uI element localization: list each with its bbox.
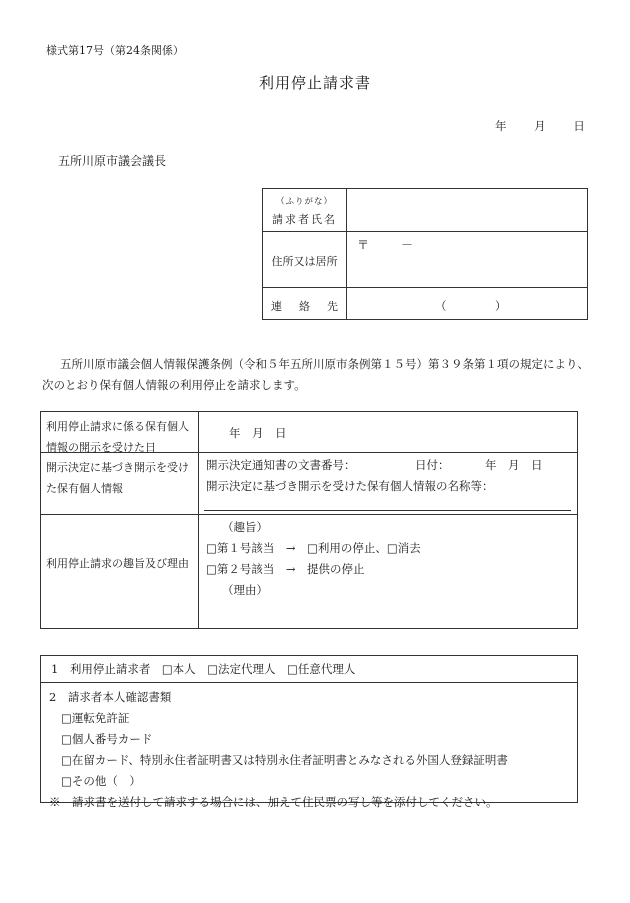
id-docs-heading: 2 請求者本人確認書類 [49,690,172,704]
id-doc-residence-card: □在留カード、特別永住者証明書又は特別永住者証明書とみなされる外国人登録証明書 [61,753,508,767]
date-month-label: 月 [534,119,546,133]
form-number: 様式第17号（第24条関係） [46,44,184,57]
addressee: 五所川原市議会議長 [58,154,167,168]
address-row [263,231,587,287]
name-row [263,189,587,231]
contact-paren-close: ） [495,299,507,313]
disclosed-info-label: 開示決定に基づき開示を受けた保有個人情報 [41,453,199,514]
id-doc-my-number-card: □個人番号カード [61,732,153,746]
disclosed-info-row [41,452,577,514]
request-date [495,118,585,134]
reason-heading: （理由） [222,583,268,597]
request-details-table [40,411,578,629]
postal-dash: － [401,238,414,252]
doc-date-label: 日付： [415,458,450,472]
purpose-reason-label: 利用停止請求の趣旨及び理由 [41,515,199,628]
doc-number-label: 開示決定通知書の文書番号： [206,458,356,472]
disclosure-date-row [41,412,577,452]
contact-paren-open: （ [435,299,447,313]
requester-type-row: 1 利用停止請求者 □本人 □法定代理人 □任意代理人 [41,656,577,683]
document-title: 利用停止請求書 [258,74,371,92]
option-article-2: □第２号該当 → 提供の停止 [206,562,365,576]
purpose-heading: （趣旨） [222,520,268,534]
requester-verification-box [40,655,578,809]
address-label: 住所又は居所 [271,255,338,268]
date-year-label: 年 [495,119,507,133]
mailing-note: ※ 請求書を送付して請求する場合には、加えて住民票の写し等を添付してください。 [49,795,498,809]
entry-underline [204,510,571,511]
id-doc-drivers-license: □運転免許証 [61,711,130,725]
disclosure-date-value: 年 月 日 [229,426,287,440]
contact-label: 連 絡 先 [271,300,338,313]
postal-mark: 〒 [357,238,370,252]
doc-date-value: 年 月 日 [485,458,543,472]
disclosed-info-name-label: 開示決定に基づき開示を受けた保有個人情報の名称等： [206,479,494,493]
requester-table [262,188,588,320]
purpose-reason-row [41,514,577,628]
name-label: 請求者氏名 [272,213,337,226]
furigana-label: （ふりがな） [275,197,333,207]
request-statement: 五所川原市議会個人情報保護条例（令和５年五所川原市条例第１５号）第３９条第１項の規定により、次のとおり保有個人情報の利用停止を請求します。 [42,357,589,392]
disclosure-date-label: 利用停止請求に係る保有個人情報の開示を受けた日 [41,412,199,452]
option-article-1: □第１号該当 → □利用の停止、□消去 [206,541,421,555]
date-day-label: 日 [573,119,585,133]
contact-row [263,287,587,320]
id-doc-other: □その他（ ） [61,774,141,788]
